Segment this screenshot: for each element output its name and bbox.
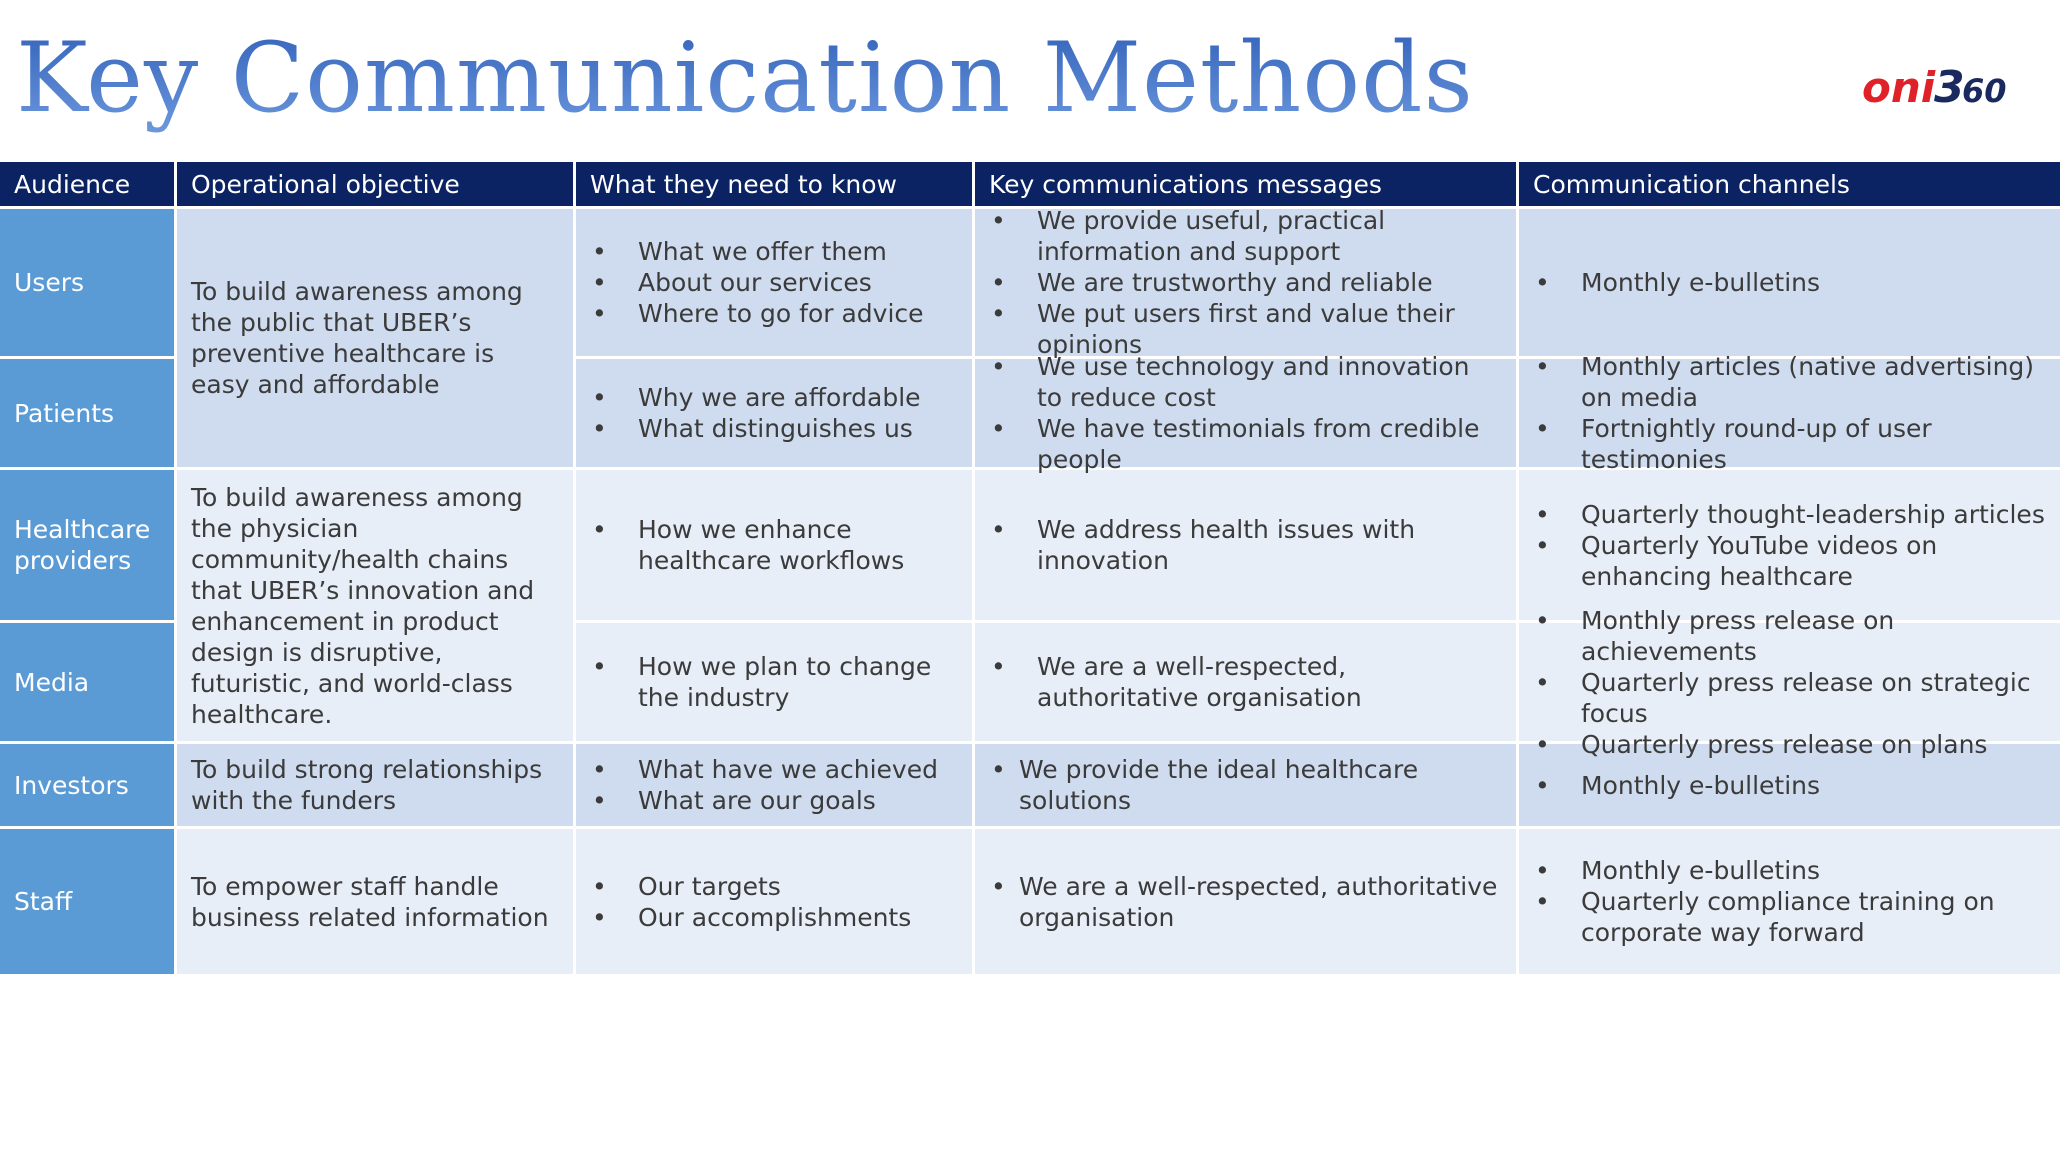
list-item: • Where to go for advice [590, 298, 958, 329]
channels-staff [1519, 829, 2060, 974]
list-item: • Monthly articles (native advertising) on media [1533, 351, 2046, 413]
list-item: • We put users first and value their opinions [989, 298, 1502, 360]
header-what-they-need-to-know: What they need to know [576, 162, 972, 206]
list-item: • What we offer them [590, 236, 958, 267]
logo-60-text: 60 [1962, 72, 2007, 110]
messages-users [975, 206, 1516, 359]
audience-users: Users [0, 209, 174, 356]
oni360-logo [1862, 44, 2022, 124]
list-item: • Quarterly press release on plans [1533, 729, 2046, 760]
list-item: • How we enhance healthcare workflows [590, 514, 958, 576]
channels-healthcare-providers [1519, 470, 2060, 620]
list-item: • Quarterly compliance training on corporate way forward [1533, 886, 2046, 948]
list-item: • We have testimonials from credible people [989, 413, 1502, 475]
list-item: • Why we are affordable [590, 382, 958, 413]
audience-healthcare-providers: Healthcare providers [0, 470, 174, 620]
messages-staff [975, 829, 1516, 974]
list-item: • Monthly e-bulletins [1533, 267, 2046, 298]
need-staff [576, 829, 972, 974]
messages-patients [975, 352, 1516, 474]
channels-media [1519, 605, 2060, 759]
list-item: • We are a well-respected, authoritative organisation [989, 871, 1502, 933]
list-item: • Our targets [590, 871, 958, 902]
objective-staff: To empower staff handle business related information [177, 829, 573, 974]
list-item: • We are a well-respected, authoritative organisation [989, 651, 1502, 713]
list-item: • Monthly press release on achievements [1533, 605, 2046, 667]
messages-investors [975, 744, 1516, 826]
need-users [576, 209, 972, 356]
messages-media [975, 623, 1516, 741]
list-item: • What distinguishes us [590, 413, 958, 444]
list-item: • We are trustworthy and reliable [989, 267, 1502, 298]
audience-investors: Investors [0, 744, 174, 826]
list-item: • About our services [590, 267, 958, 298]
header-key-messages: Key communications messages [975, 162, 1516, 206]
objective-providers-media: To build awareness among the physician community/health chains that UBER’s innovation and enhancement in product design is disruptive, futuristic, and world-class healthcare. [177, 470, 573, 741]
list-item: • We provide useful, practical information and support [989, 205, 1502, 267]
audience-patients: Patients [0, 359, 174, 467]
list-item: • Fortnightly round-up of user testimonies [1533, 413, 2046, 475]
list-item: • We provide the ideal healthcare solutions [989, 754, 1502, 816]
need-investors [576, 744, 972, 826]
header-channels: Communication channels [1519, 162, 2060, 206]
logo-oni-text: oni [1862, 63, 1936, 112]
list-item: • Quarterly YouTube videos on enhancing healthcare [1533, 530, 2046, 592]
audience-staff: Staff [0, 829, 174, 974]
messages-healthcare-providers [975, 470, 1516, 620]
communication-table [0, 162, 2048, 960]
channels-patients [1519, 352, 2060, 474]
page-title: Key Communication Methods [16, 18, 1474, 138]
list-item: • We use technology and innovation to reduce cost [989, 351, 1502, 413]
list-item: • Our accomplishments [590, 902, 958, 933]
list-item: • We address health issues with innovation [989, 514, 1502, 576]
need-patients [576, 359, 972, 467]
objective-users-patients: To build awareness among the public that UBER’s preventive healthcare is easy and affordable [177, 209, 573, 467]
channels-users [1519, 209, 2060, 356]
list-item: • Monthly e-bulletins [1533, 770, 2046, 801]
list-item: • Monthly e-bulletins [1533, 855, 2046, 886]
need-healthcare-providers [576, 470, 972, 620]
list-item: • What have we achieved [590, 754, 958, 785]
list-item: • How we plan to change the industry [590, 651, 958, 713]
logo-3-text: 3 [1934, 62, 1965, 113]
audience-media: Media [0, 623, 174, 741]
list-item: • Quarterly press release on strategic focus [1533, 667, 2046, 729]
need-media [576, 623, 972, 741]
list-item: • What are our goals [590, 785, 958, 816]
header-audience: Audience [0, 162, 174, 206]
header-operational-objective: Operational objective [177, 162, 573, 206]
list-item: • Quarterly thought-leadership articles [1533, 499, 2046, 530]
objective-investors: To build strong relationships with the funders [177, 744, 573, 826]
